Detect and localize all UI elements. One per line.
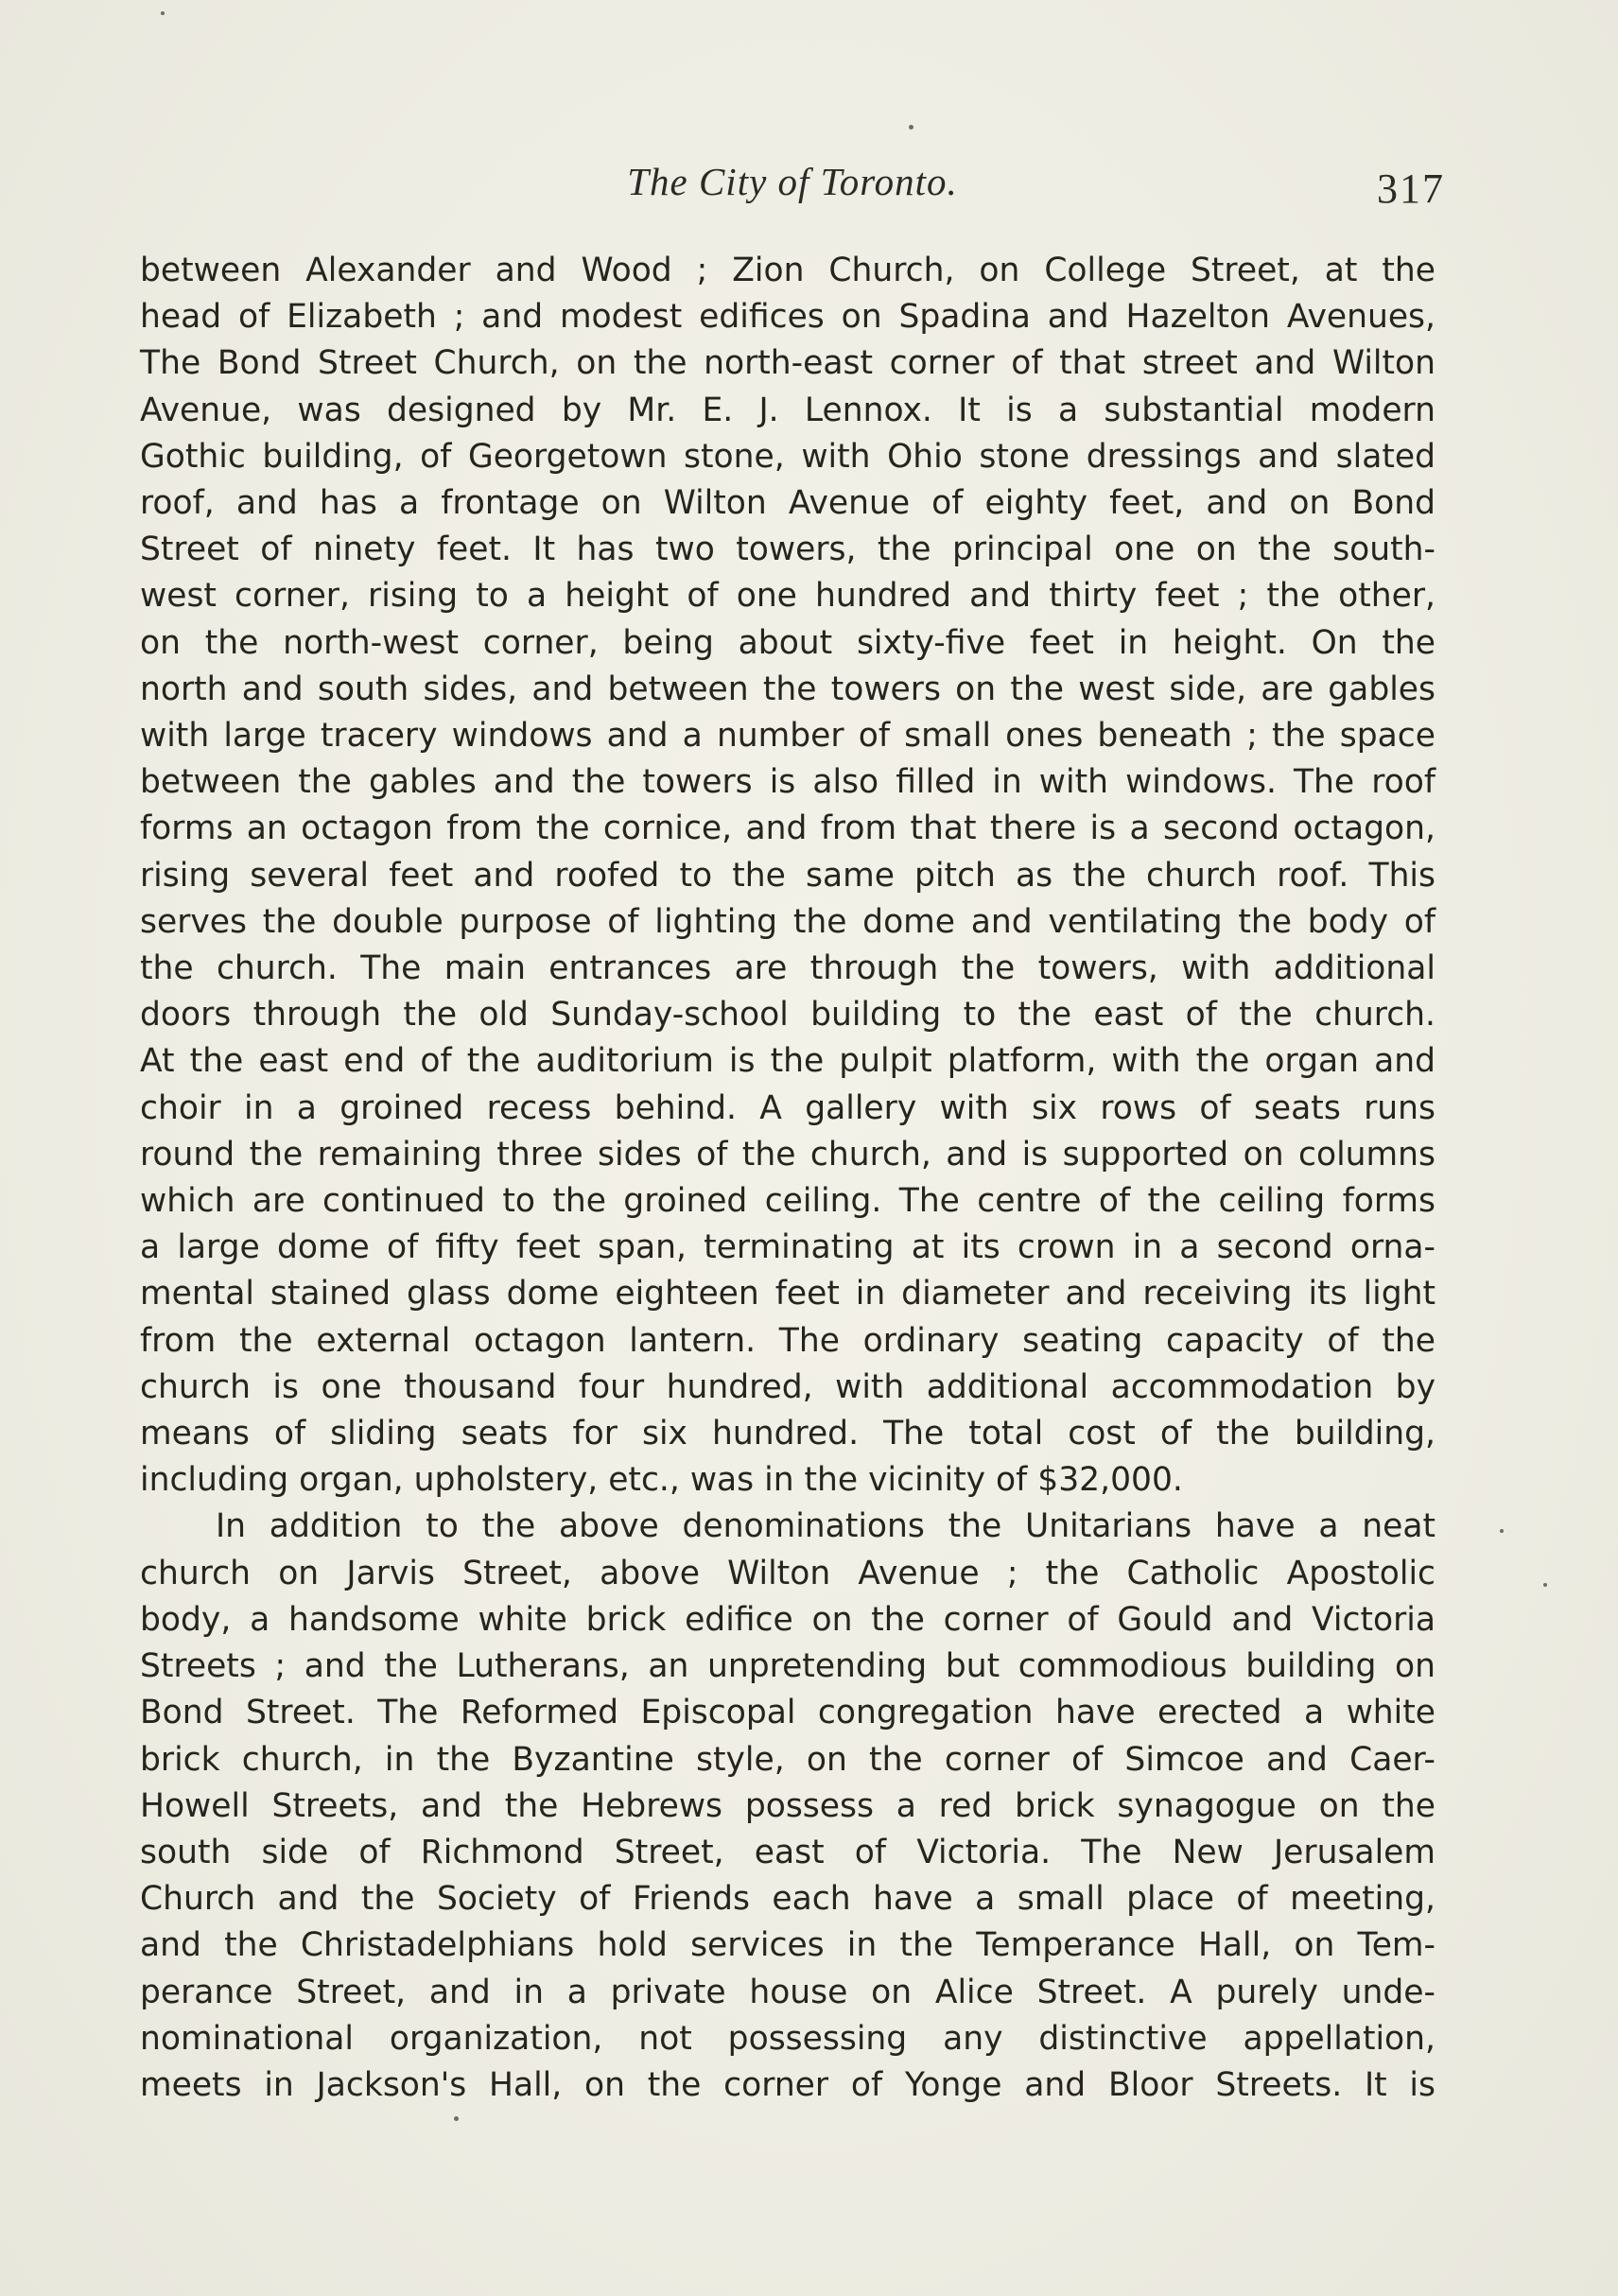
paragraph-end-line: including organ, upholstery, etc., was in the vicinity of $32,000. xyxy=(140,1461,1183,1500)
text-line: means of sliding seats for six hundred. The total cost of the building, xyxy=(140,1415,1435,1453)
text-line: brick church, in the Byzantine style, on the corner of Simcoe and Caer- xyxy=(140,1740,1435,1779)
paper-speck xyxy=(454,2116,459,2121)
text-line: Gothic building, of Georgetown stone, with Ohio stone dressings and slated xyxy=(140,437,1435,476)
text-line: round the remaining three sides of the church, and is supported on columns xyxy=(140,1135,1435,1174)
text-line: between the gables and the towers is also filled in with windows. The roof xyxy=(140,763,1435,802)
text-line: west corner, rising to a height of one hundred and thirty feet ; the other, xyxy=(140,577,1435,616)
text-line: with large tracery windows and a number of small ones beneath ; the space xyxy=(140,717,1435,756)
text-line: perance Street, and in a private house on Alice Street. A purely unde- xyxy=(140,1973,1435,2011)
text-line: doors through the old Sunday-school building to the east of the church. xyxy=(140,996,1435,1035)
text-line: choir in a groined recess behind. A gallery with six rows of seats runs xyxy=(140,1088,1435,1127)
text-line: head of Elizabeth ; and modest edifices on Spadina and Hazelton Avenues, xyxy=(140,298,1435,337)
text-line: serves the double purpose of lighting the dome and ventilating the body of xyxy=(140,902,1435,941)
text-line: a large dome of fifty feet span, terminating at its crown in a second orna- xyxy=(140,1228,1435,1267)
text-line: Street of ninety feet. It has two towers, the principal one on the south- xyxy=(140,531,1435,569)
page-number: 317 xyxy=(1377,165,1445,212)
text-line: Avenue, was designed by Mr. E. J. Lennox. It is a substantial modern xyxy=(140,391,1435,429)
text-line: forms an octagon from the cornice, and from that there is a second octagon, xyxy=(140,809,1435,848)
text-line: roof, and has a frontage on Wilton Avenue of eighty feet, and on Bond xyxy=(140,484,1435,523)
text-line: the church. The main entrances are through the towers, with additional xyxy=(140,949,1435,988)
text-line: Howell Streets, and the Hebrews possess a red brick synagogue on the xyxy=(140,1786,1435,1825)
text-line: The Bond Street Church, on the north-east corner of that street and Wilton xyxy=(140,344,1435,383)
text-line: church on Jarvis Street, above Wilton Avenue ; the Catholic Apostolic xyxy=(140,1554,1435,1592)
paper-speck xyxy=(1543,1583,1547,1587)
text-line: on the north-west corner, being about sixty-five feet in height. On the xyxy=(140,623,1435,662)
text-line: rising several feet and roofed to the same pitch as the church roof. This xyxy=(140,856,1435,895)
text-line: meets in Jackson's Hall, on the corner of Yonge and Bloor Streets. It is xyxy=(140,2065,1435,2104)
text-line: between Alexander and Wood ; Zion Church, on College Street, at the xyxy=(140,252,1435,289)
text-line: south side of Richmond Street, east of Victoria. The New Jerusalem xyxy=(140,1833,1435,1871)
text-line: from the external octagon lantern. The ordinary seating capacity of the xyxy=(140,1321,1435,1360)
text-line: mental stained glass dome eighteen feet in diameter and receiving its light xyxy=(140,1275,1435,1313)
body-text xyxy=(140,248,1435,2109)
paper-speck xyxy=(909,125,913,130)
running-head xyxy=(140,151,1445,217)
text-line: north and south sides, and between the towers on the west side, are gables xyxy=(140,670,1435,708)
text-line: body, a handsome white brick edifice on the corner of Gould and Victoria xyxy=(140,1600,1435,1639)
text-line: and the Christadelphians hold services in the Temperance Hall, on Tem- xyxy=(140,1926,1435,1965)
text-line: Bond Street. The Reformed Episcopal congregation have erected a white xyxy=(140,1694,1435,1732)
text-line: which are continued to the groined ceiling. The centre of the ceiling forms xyxy=(140,1182,1435,1221)
paper-speck xyxy=(161,11,165,15)
text-line: Church and the Society of Friends each have a small place of meeting, xyxy=(140,1880,1435,1919)
text-line: nominational organization, not possessing any distinctive appellation, xyxy=(140,2019,1435,2058)
running-title: The City of Toronto. xyxy=(627,160,958,203)
paper-speck xyxy=(1500,1529,1504,1533)
paragraph-start-line: In addition to the above denominations the Unitarians have a neat xyxy=(216,1507,1435,1546)
text-line: At the east end of the auditorium is the pulpit platform, with the organ and xyxy=(140,1042,1435,1081)
text-line: church is one thousand four hundred, with additional accommodation by xyxy=(140,1367,1435,1406)
text-line: Streets ; and the Lutherans, an unpretending but commodious building on xyxy=(140,1647,1435,1686)
